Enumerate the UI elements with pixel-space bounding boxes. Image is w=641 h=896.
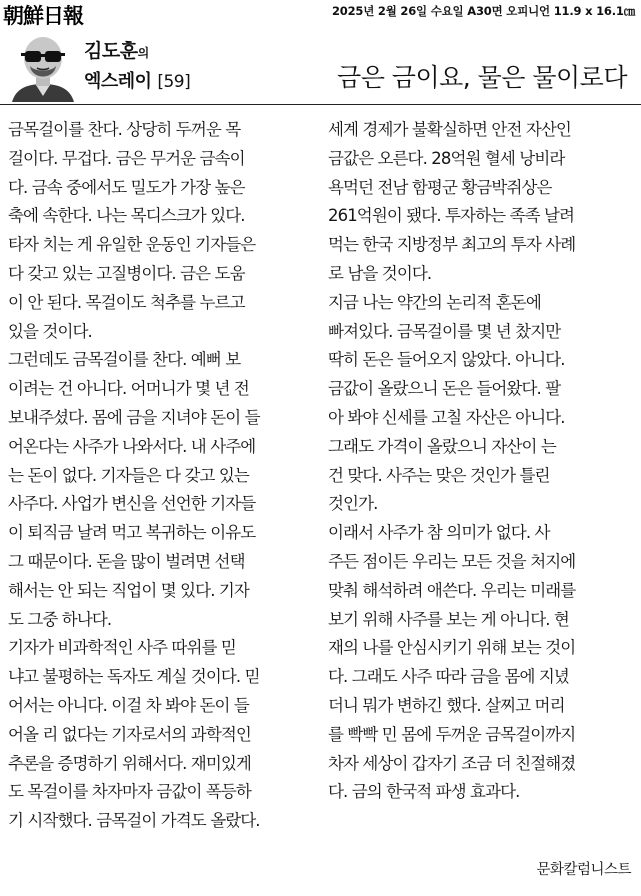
article-line: 사주다. 사업가 변신을 선언한 기자들 bbox=[8, 494, 256, 514]
article-line: 세계 경제가 불확실하면 안전 자산인 bbox=[328, 120, 571, 139]
article-line: 추론을 증명하기 위해서다. 재미있게 bbox=[8, 753, 251, 773]
article-line: 이 안 된다. 목걸이도 척추를 누르고 bbox=[8, 292, 245, 312]
article-line: 다. 금의 한국적 파생 효과다. bbox=[328, 782, 520, 802]
article-line: 261억원이 됐다. 투자하는 족족 날려 bbox=[328, 206, 575, 226]
author-title: 문화칼럼니스트 bbox=[536, 862, 631, 878]
article-line: 아 봐야 신세를 고칠 자산은 아니다. bbox=[328, 407, 565, 427]
article-line: 기자가 비과학적인 사주 따위를 믿 bbox=[8, 638, 236, 658]
article-line: 보내주셨다. 몸에 금을 지녀야 돈이 들 bbox=[8, 407, 260, 427]
author-suffix: 의 bbox=[137, 46, 149, 60]
article-line: 다. 금속 중에서도 밀도가 가장 높은 bbox=[8, 177, 245, 197]
article-line: 어서는 아니다. 이걸 차 봐야 돈이 들 bbox=[8, 695, 249, 715]
author-photo bbox=[8, 30, 78, 102]
article-line: 건 맞다. 사주는 맞은 것인가 틀린 bbox=[328, 465, 550, 485]
article-line: 금값이 올랐으니 돈은 들어왔다. 팔 bbox=[328, 379, 561, 399]
article-line: 냐고 불평하는 독자도 계실 것이다. 믿 bbox=[8, 667, 260, 687]
article-line: 지금 나는 약간의 논리적 혼돈에 bbox=[328, 292, 541, 312]
article-line: 차자 세상이 갑자기 조금 더 친절해졌 bbox=[328, 753, 576, 773]
article-line: 기 시작했다. 금목걸이 가격도 올랐다. bbox=[8, 811, 260, 831]
article-line: 다. 그래도 사주 따라 금을 몸에 지녔 bbox=[328, 667, 569, 687]
article-line: 것인가. bbox=[328, 494, 378, 514]
series-name: 엑스레이 bbox=[84, 71, 152, 92]
article-line: 그런데도 금목걸이를 찬다. 예뻐 보 bbox=[8, 350, 241, 370]
article-line: 해서는 안 되는 직업이 몇 있다. 기자 bbox=[8, 580, 249, 600]
series-number: [59] bbox=[157, 72, 191, 92]
article-line: 재의 나를 안심시키기 위해 보는 것이 bbox=[328, 638, 576, 658]
author-name-text: 김도훈 bbox=[84, 40, 138, 62]
article-line: 로 남을 것이다. bbox=[328, 263, 432, 283]
article-line: 타자 치는 게 유일한 운동인 기자들은 bbox=[8, 235, 256, 255]
publication-info: 2025년 2월 26일 수요일 A30면 오피니언 11.9 x 16.1㎝ bbox=[331, 4, 635, 18]
article-line: 맞춰 해석하려 애쓴다. 우리는 미래를 bbox=[328, 580, 576, 600]
article-line: 도 목걸이를 차자마자 금값이 폭등하 bbox=[8, 782, 251, 802]
article-line: 딱히 돈은 들어오지 않았다. 아니다. bbox=[328, 350, 565, 370]
article-line: 욕먹던 전남 함평군 황금박쥐상은 bbox=[328, 177, 552, 197]
article-line: 를 빡빡 민 몸에 두꺼운 금목걸이까지 bbox=[328, 724, 576, 744]
article-line: 이래서 사주가 참 의미가 없다. 사 bbox=[328, 523, 550, 543]
newspaper-logo: 朝鮮日報 bbox=[3, 3, 83, 28]
article-line: 축에 속한다. 나는 목디스크가 있다. bbox=[8, 206, 245, 226]
article-headline: 금은 금이요, 물은 물이로다 bbox=[337, 63, 627, 92]
article-line: 어올 리 없다는 기자로서의 과학적인 bbox=[8, 724, 251, 744]
article-line: 주든 점이든 우리는 모든 것을 처지에 bbox=[328, 551, 576, 571]
article-line: 이 퇴직금 날려 먹고 복귀하는 이유도 bbox=[8, 523, 256, 543]
article-column-right bbox=[328, 116, 626, 807]
article-line: 도 그중 하나다. bbox=[8, 609, 112, 629]
article-line: 어온다는 사주가 나와서다. 내 사주에 bbox=[8, 436, 256, 456]
article-line: 금값은 오른다. 28억원 혈세 낭비라 bbox=[328, 148, 565, 168]
masthead bbox=[0, 0, 641, 28]
article-line: 있을 것이다. bbox=[8, 321, 92, 341]
article-line: 그 때문이다. 돈을 많이 벌려면 선택 bbox=[8, 551, 245, 571]
byline bbox=[84, 36, 190, 93]
article-column-left bbox=[8, 116, 306, 836]
article-line: 그래도 가격이 올랐으니 자산이 는 bbox=[328, 436, 556, 456]
article-line: 보기 위해 사주를 보는 게 아니다. 현 bbox=[328, 609, 569, 629]
article-line: 걸이다. 무겁다. 금은 무거운 금속이 bbox=[8, 148, 245, 168]
article-line: 금목걸이를 찬다. 상당히 두꺼운 목 bbox=[8, 120, 241, 139]
article-line: 이려는 건 아니다. 어머니가 몇 년 전 bbox=[8, 379, 249, 399]
series-title bbox=[84, 67, 190, 93]
article-line: 다 갖고 있는 고질병이다. 금은 도움 bbox=[8, 263, 245, 283]
article-line: 는 돈이 없다. 기자들은 다 갖고 있는 bbox=[8, 465, 249, 485]
article-line: 빠져있다. 금목걸이를 몇 년 찼지만 bbox=[328, 321, 561, 341]
article-line: 더니 뭐가 변하긴 했다. 살찌고 머리 bbox=[328, 695, 565, 715]
author-name bbox=[84, 36, 190, 63]
article-line: 먹는 한국 지방정부 최고의 투자 사례 bbox=[328, 235, 576, 255]
header-divider bbox=[0, 104, 641, 105]
